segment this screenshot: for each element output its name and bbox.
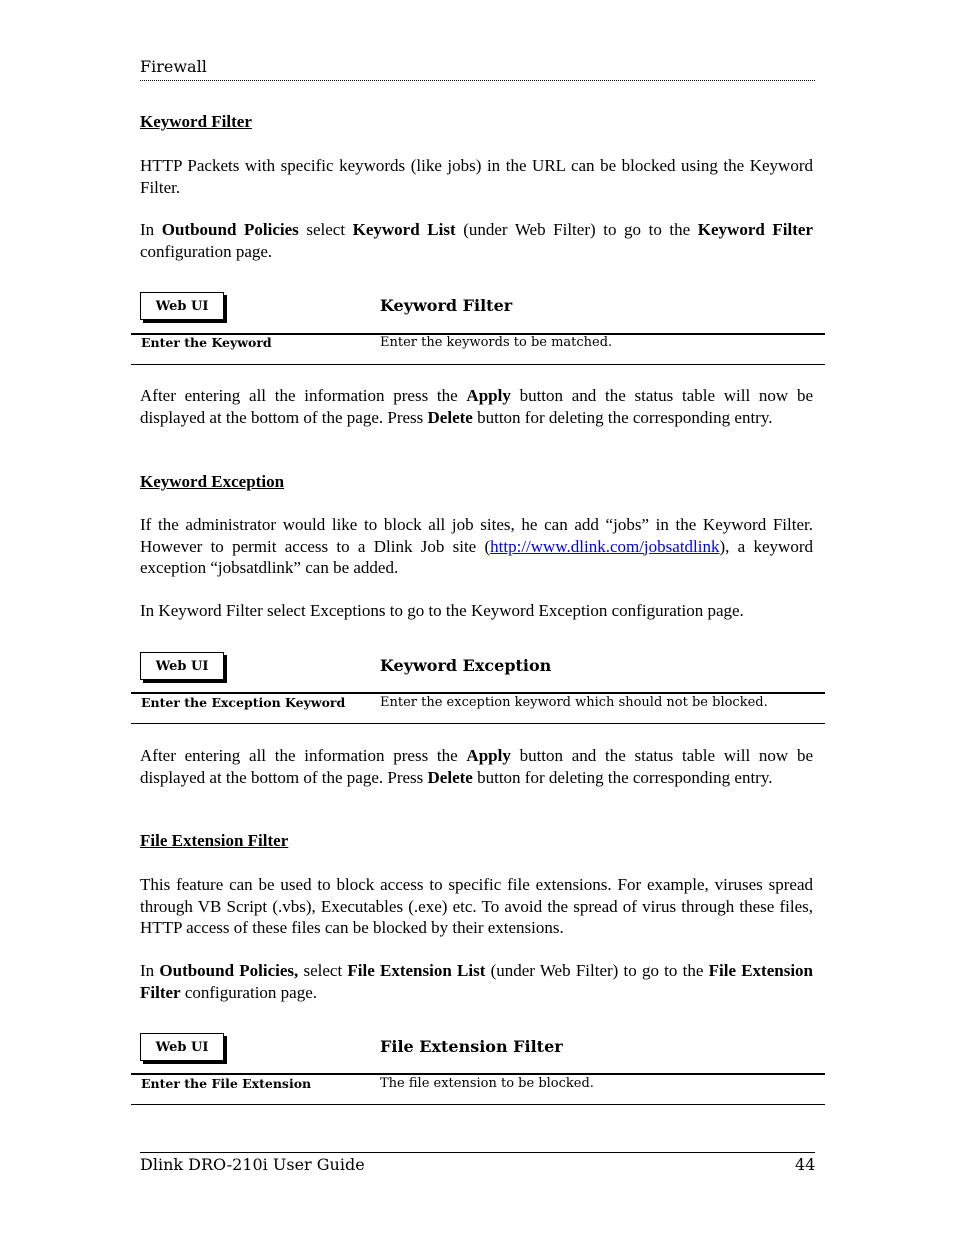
table-row-desc: Enter the keywords to be matched.: [380, 335, 613, 350]
keyword-exception-heading: Keyword Exception: [140, 472, 285, 491]
header-divider: [140, 80, 815, 81]
keyword-filter-heading: Keyword Filter: [140, 112, 252, 131]
table-row-label: Enter the Keyword: [141, 335, 272, 350]
table-row-desc: The file extension to be blocked.: [380, 1076, 594, 1091]
file-extension-filter-intro: This feature can be used to block access to specific file extensions. For example, viruses spread through VB Script (.vbs), Executables (.exe) etc. To avoid the spread of virus through these files, HTTP access of these files can be blocked by their extensions.: [140, 875, 813, 937]
table-bottom-rule: [131, 1104, 825, 1105]
file-extension-filter-heading: File Extension Filter: [140, 831, 289, 850]
web-ui-label-box: Web UI: [140, 292, 224, 320]
table-row-label: Enter the Exception Keyword: [141, 695, 346, 710]
page-number: 44: [795, 1155, 816, 1174]
keyword-exception-apply-instructions: After entering all the information press the Apply button and the status table will now be displayed at the bottom of the page. Press Delete button for deleting the corresponding entry.: [140, 746, 813, 787]
table-top-rule: [131, 692, 825, 694]
keyword-exception-table-title: Keyword Exception: [380, 656, 552, 675]
table-bottom-rule: [131, 723, 825, 724]
file-extension-filter-nav-instructions: In Outbound Policies, select File Extension List (under Web Filter) to go to the File Extension Filter configuration page.: [140, 961, 814, 1002]
table-row-label: Enter the File Extension: [141, 1076, 312, 1091]
dlink-jobs-link[interactable]: http://www.dlink.com/jobsatdlink: [490, 536, 720, 556]
keyword-filter-table-title: Keyword Filter: [380, 296, 513, 315]
web-ui-label-box: Web UI: [140, 652, 224, 680]
keyword-exception-nav-instructions: In Keyword Filter select Exceptions to go to the Keyword Exception configuration page.: [140, 601, 744, 620]
keyword-exception-intro: If the administrator would like to block all job sites, he can add “jobs” in the Keyword Filter. However to permit access to a Dlink Job site (http://www.dlink.com/jobsatdlink), a keyword exception “jobsatdlink” can be added.: [140, 515, 813, 577]
footer-divider: [140, 1152, 815, 1153]
table-row-desc: Enter the exception keyword which should not be blocked.: [380, 695, 768, 710]
keyword-filter-apply-instructions: After entering all the information press the Apply button and the status table will now be displayed at the bottom of the page. Press Delete button for deleting the corresponding entry.: [140, 386, 813, 427]
table-bottom-rule: [131, 364, 825, 365]
footer-guide-title: Dlink DRO-210i User Guide: [140, 1155, 365, 1174]
file-extension-filter-table-title: File Extension Filter: [380, 1037, 563, 1056]
page-header-title: Firewall: [140, 57, 207, 76]
web-ui-label-box: Web UI: [140, 1033, 224, 1061]
table-top-rule: [131, 1073, 825, 1075]
keyword-filter-intro: HTTP Packets with specific keywords (like jobs) in the URL can be blocked using the Keyword Filter.: [140, 156, 813, 197]
keyword-filter-nav-instructions: In Outbound Policies select Keyword List (under Web Filter) to go to the Keyword Filter configuration page.: [140, 220, 813, 261]
